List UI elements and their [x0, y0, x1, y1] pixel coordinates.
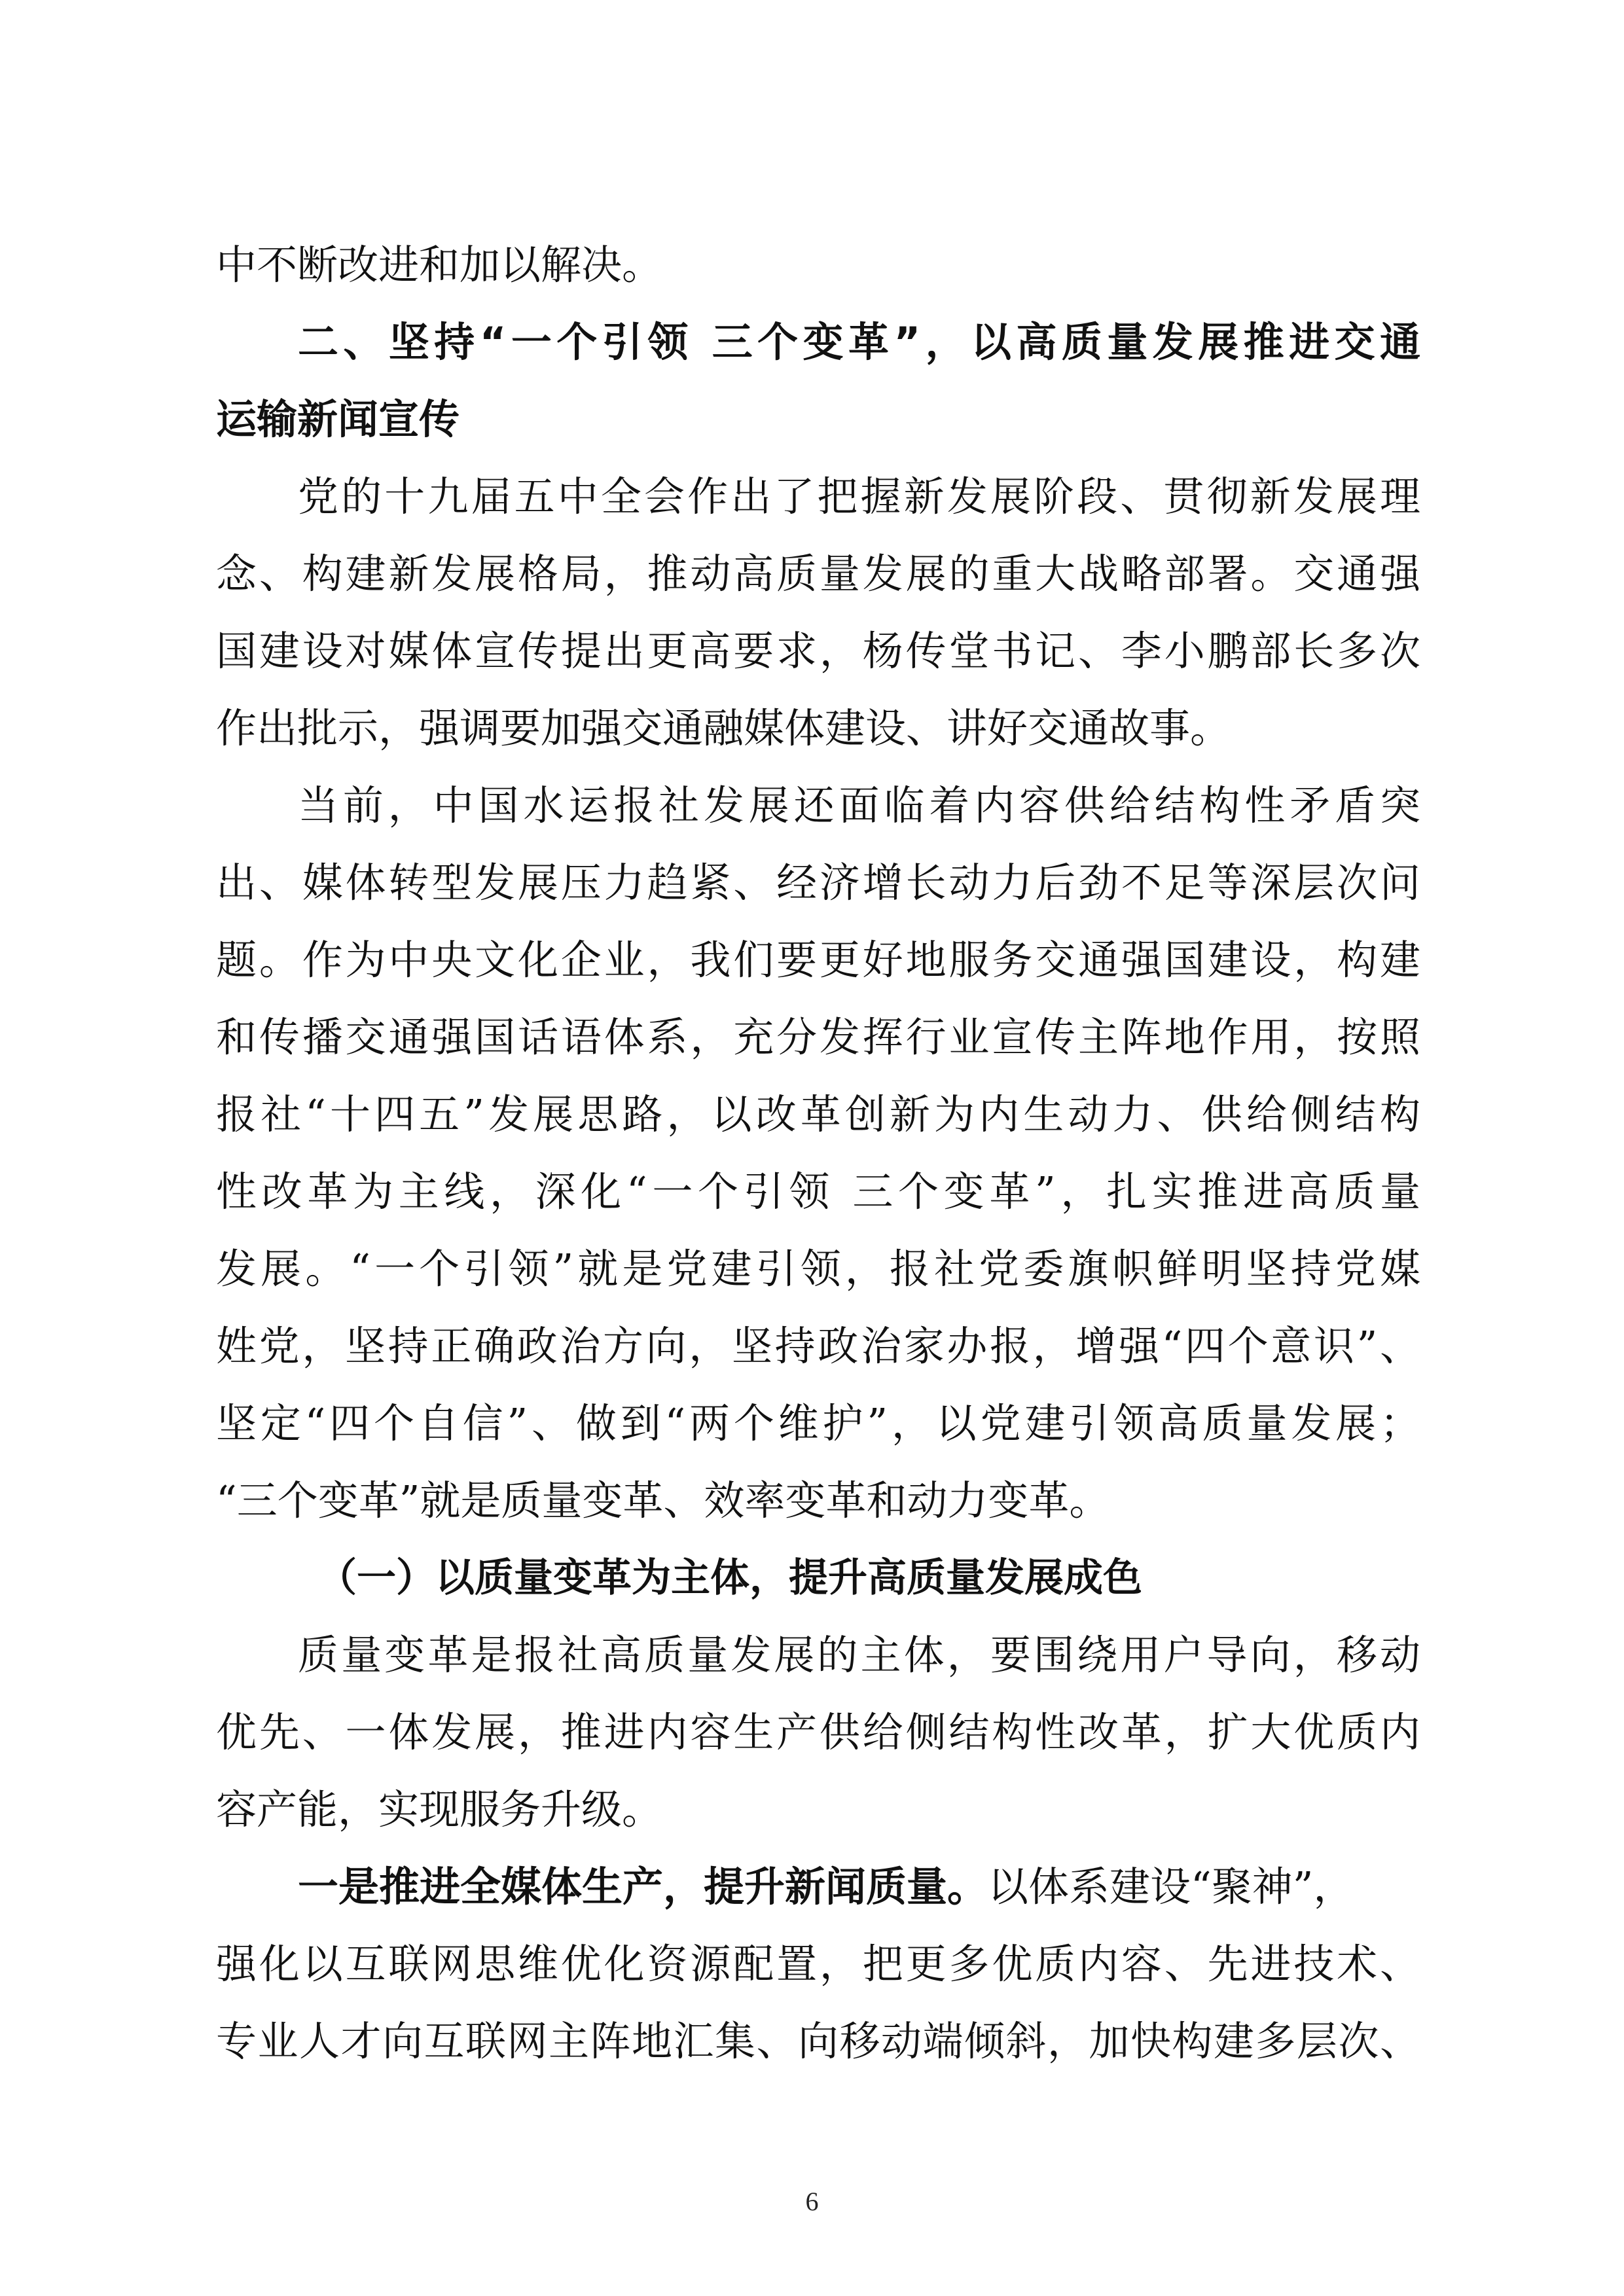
paragraph-line: 报社“十四五”发展思路，以改革创新为内生动力、供给侧结构	[216, 1090, 1420, 1138]
paragraph-line: 中不断改进和加以解决。	[216, 241, 663, 289]
page-number: 6	[805, 2187, 819, 2216]
paragraph-line: “三个变革”就是质量变革、效率变革和动力变革。	[216, 1477, 1110, 1524]
paragraph-line-mixed	[298, 1857, 1420, 1916]
paragraph-line: 姓党，坚持正确政治方向，坚持政治家办报，增强“四个意识”、	[216, 1322, 1420, 1370]
paragraph-line: 强化以互联网思维优化资源配置，把更多优质内容、先进技术、	[216, 1940, 1420, 1988]
subsection-heading-line: （一）以质量变革为主体，提升高质量发展成色	[317, 1555, 1142, 1601]
section-heading-line: 运输新闻宣传	[216, 395, 460, 443]
paragraph-line: 容产能，实现服务升级。	[216, 1785, 663, 1833]
paragraph-line: 性改革为主线，深化“一个引领 三个变革”，扎实推进高质量	[216, 1168, 1420, 1215]
paragraph-line: 出、媒体转型发展压力趋紧、经济增长动力后劲不足等深层次问	[216, 859, 1420, 906]
paragraph-line: 题。作为中央文化企业，我们要更好地服务交通强国建设，构建	[216, 936, 1420, 984]
paragraph-text: 以体系建设“聚神”，	[988, 1863, 1354, 1910]
paragraph-line: 作出批示，强调要加强交通融媒体建设、讲好交通故事。	[216, 704, 1231, 752]
paragraph-line: 念、构建新发展格局，推动高质量发展的重大战略部署。交通强	[216, 550, 1420, 598]
paragraph-line: 当前，中国水运报社发展还面临着内容供给结构性矛盾突	[298, 781, 1420, 829]
section-heading-line: 二、坚持“一个引领 三个变革”，以高质量发展推进交通	[298, 318, 1420, 366]
paragraph-line: 发展。“一个引领”就是党建引领，报社党委旗帜鲜明坚持党媒	[216, 1245, 1420, 1293]
bold-lead-phrase: 一是推进全媒体生产，提升新闻质量。	[298, 1863, 988, 1910]
paragraph-line: 专业人才向互联网主阵地汇集、向移动端倾斜，加快构建多层次、	[216, 2017, 1420, 2065]
paragraph-line: 质量变革是报社高质量发展的主体，要围绕用户导向，移动	[298, 1631, 1420, 1679]
paragraph-line: 优先、一体发展，推进内容生产供给侧结构性改革，扩大优质内	[216, 1708, 1420, 1756]
paragraph-line: 国建设对媒体宣传提出更高要求，杨传堂书记、李小鹏部长多次	[216, 627, 1420, 675]
paragraph-line: 坚定“四个自信”、做到“两个维护”，以党建引领高质量发展；	[216, 1399, 1420, 1447]
paragraph-line: 党的十九届五中全会作出了把握新发展阶段、贯彻新发展理	[298, 473, 1420, 520]
paragraph-line: 和传播交通强国话语体系，充分发挥行业宣传主阵地作用，按照	[216, 1013, 1420, 1061]
